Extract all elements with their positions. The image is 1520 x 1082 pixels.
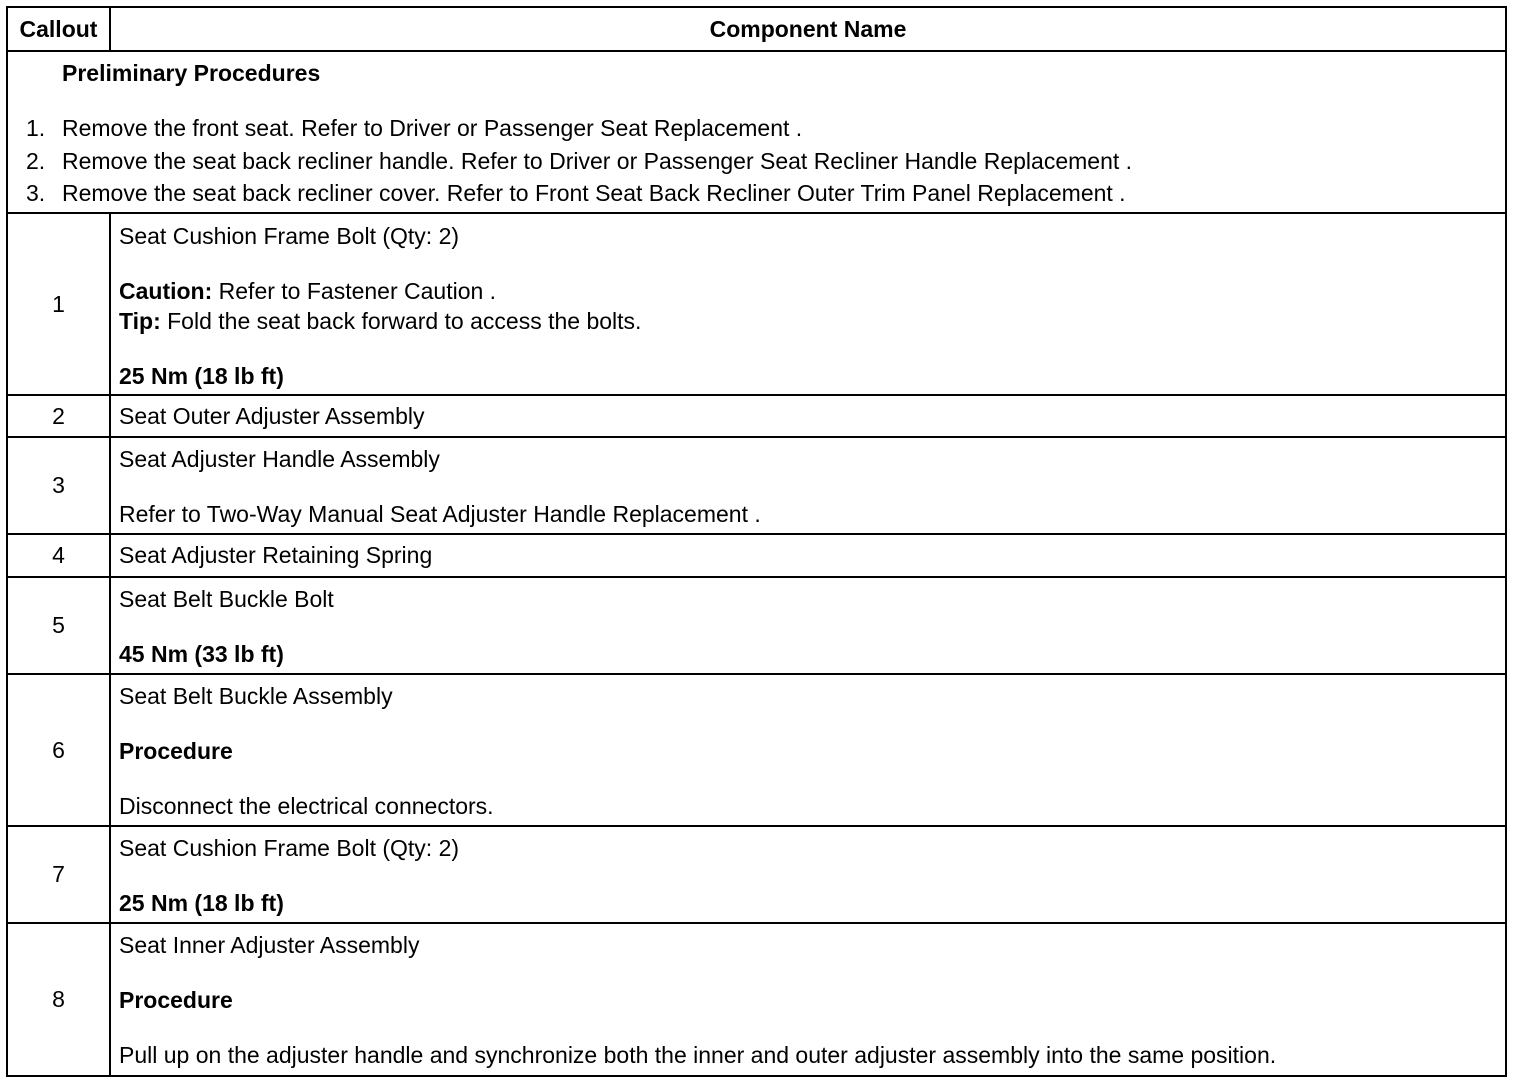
- callout-number: 4: [8, 535, 111, 576]
- callout-number: 3: [8, 438, 111, 533]
- procedure-text: Disconnect the electrical connectors.: [119, 793, 494, 819]
- component-cell: [111, 675, 1505, 825]
- component-cell: [111, 827, 1505, 922]
- component-name: Seat Adjuster Retaining Spring: [119, 542, 433, 568]
- component-name: Seat Outer Adjuster Assembly: [119, 403, 425, 429]
- component-table: [6, 6, 1507, 1077]
- callout-number: 6: [8, 675, 111, 825]
- step-text: Remove the front seat. Refer to Driver or Passenger Seat Replacement .: [62, 115, 803, 141]
- callout-number: 7: [8, 827, 111, 922]
- component-name: Seat Belt Buckle Bolt: [119, 586, 334, 612]
- callout-number: 5: [8, 578, 111, 673]
- component-name: Seat Cushion Frame Bolt (Qty: 2): [119, 835, 460, 861]
- component-name-column-header: Component Name: [709, 15, 907, 42]
- component-name: Seat Adjuster Handle Assembly: [119, 446, 440, 472]
- table-row: [8, 436, 1505, 533]
- component-name: Seat Belt Buckle Assembly: [119, 683, 393, 709]
- component-cell: [111, 535, 1505, 576]
- component-cell: [111, 396, 1505, 436]
- procedure-label: Procedure: [119, 738, 233, 764]
- preliminary-step: [26, 148, 1132, 175]
- torque-spec: 25 Nm (18 lb ft): [119, 363, 284, 389]
- step-number: 2.: [26, 148, 46, 174]
- torque-spec: 25 Nm (18 lb ft): [119, 890, 284, 916]
- tip-text: Fold the seat back forward to access the bolts.: [160, 308, 642, 334]
- step-number: 1.: [26, 115, 46, 141]
- component-cell: [111, 214, 1505, 394]
- callout-column-header: Callout: [8, 8, 111, 50]
- preliminary-procedures-section: [8, 50, 1505, 212]
- callout-number: 8: [8, 924, 111, 1075]
- tip-line: [119, 308, 641, 335]
- table-row: [8, 533, 1505, 576]
- step-text: Remove the seat back recliner handle. Refer to Driver or Passenger Seat Recliner Handle Replacement .: [62, 148, 1133, 174]
- component-cell: [111, 438, 1505, 533]
- component-name: Seat Cushion Frame Bolt (Qty: 2): [119, 223, 460, 249]
- procedure-label: Procedure: [119, 987, 233, 1013]
- step-text: Remove the seat back recliner cover. Refer to Front Seat Back Recliner Outer Trim Panel Replacement .: [62, 180, 1126, 206]
- table-row: [8, 922, 1505, 1075]
- table-row: [8, 212, 1505, 394]
- caution-line: [119, 278, 496, 305]
- step-number: 3.: [26, 180, 46, 206]
- callout-number: 2: [8, 396, 111, 436]
- torque-spec: 45 Nm (33 lb ft): [119, 641, 284, 667]
- callout-number: 1: [8, 214, 111, 394]
- component-name: Seat Inner Adjuster Assembly: [119, 932, 420, 958]
- table-header-row: [8, 8, 1505, 50]
- table-row: [8, 825, 1505, 922]
- caution-label: Caution:: [119, 278, 213, 304]
- component-cell: [111, 578, 1505, 673]
- component-note: Refer to Two-Way Manual Seat Adjuster Handle Replacement .: [119, 501, 761, 527]
- table-row: [8, 673, 1505, 825]
- preliminary-step: [26, 115, 802, 142]
- preliminary-step: [26, 180, 1126, 207]
- caution-text: Refer to Fastener Caution .: [212, 278, 497, 304]
- procedure-text: Pull up on the adjuster handle and synchronize both the inner and outer adjuster assembly into the same position.: [119, 1042, 1277, 1068]
- preliminary-procedures-title: Preliminary Procedures: [62, 60, 321, 86]
- table-row: [8, 394, 1505, 436]
- tip-label: Tip:: [119, 308, 161, 334]
- component-cell: [111, 924, 1505, 1075]
- table-row: [8, 576, 1505, 673]
